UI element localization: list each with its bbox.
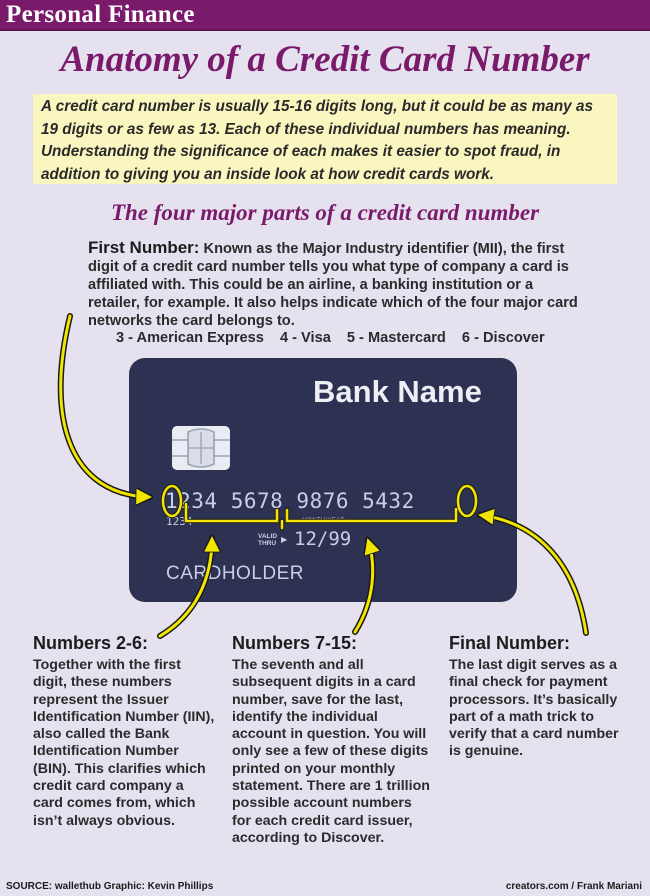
bank-name: Bank Name [313, 374, 482, 409]
section-subtitle: The four major parts of a credit card number [110, 200, 540, 225]
section-numbers-7-15 [232, 633, 434, 847]
iin-bracket [186, 504, 277, 521]
section-body: The seventh and all subsequent digits in a card number, save for the last, identify the individual account in question. You will only see a few of these digits printed on your monthly statement. There are 1 trillion possible account numbers for each credit card issuer, according to Discover. [232, 657, 430, 846]
artist-credit: creators.com / Frank Mariani [505, 881, 642, 892]
source-credit: SOURCE: wallethub Graphic: Kevin Phillips [6, 881, 214, 892]
last-digit-circle [458, 486, 476, 516]
section-body: Together with the first digit, these numbers represent the Issuer Identification Number (IIN), also called the Bank Identification Number (BIN). This clarifies which credit card company a card comes from, which isn’t always obvious. [33, 657, 215, 829]
first-number-heading: First Number: [88, 238, 200, 257]
arrow-icon [61, 316, 150, 497]
first-digit-circle [163, 486, 181, 516]
card-number: 1234 5678 9876 5432 [165, 489, 415, 513]
valid-arrow: ▶ [281, 535, 288, 544]
cardholder-name: CARDHOLDER [166, 563, 305, 584]
expiry-date: 12/99 [294, 528, 352, 550]
section-numbers-2-6 [33, 633, 215, 830]
first-number-body: Known as the Major Industry identifier (MII), the first digit of a credit card number tells you what type of company a card is affiliated with. This could be an airline, a banking institution or a retailer, for example. It also helps indicate which of the four major card networks the card belongs to. [88, 241, 578, 329]
network-item: 3 - American Express [116, 330, 264, 346]
network-item: 5 - Mastercard [346, 330, 446, 346]
small-digits: 1234 [166, 515, 193, 528]
thru-label: THRU [258, 540, 277, 547]
arrows [61, 316, 586, 636]
network-item: 4 - Visa [279, 330, 331, 346]
banner-label: Personal Finance [6, 1, 195, 28]
section-final-number [449, 633, 627, 761]
page-title: Anatomy of a Credit Card Number [60, 39, 590, 80]
month-year-label: MONTH/YEAR [302, 518, 346, 524]
valid-label: VALID [258, 533, 278, 540]
network-item: 6 - Discover [461, 330, 545, 346]
section-heading: Numbers 2-6: [33, 633, 149, 653]
digit-highlights [163, 486, 476, 528]
section-heading: Final Number: [449, 633, 571, 653]
arrow-icon [160, 538, 212, 636]
section-heading: Numbers 7-15: [232, 633, 358, 653]
section-body: The last digit serves as a final check for payment processors. It’s basically part of a math trick to verify that a card number is genuine. [449, 657, 619, 760]
intro-text: A credit card number is usually 15-16 digits long, but it could be as many as 19 digits or as few as 13. Each of these individual numbers has meaning. Understanding the significance of each makes it easier to spot fraud, in addition to giving you an inside look at how credit cards work. [41, 98, 593, 183]
